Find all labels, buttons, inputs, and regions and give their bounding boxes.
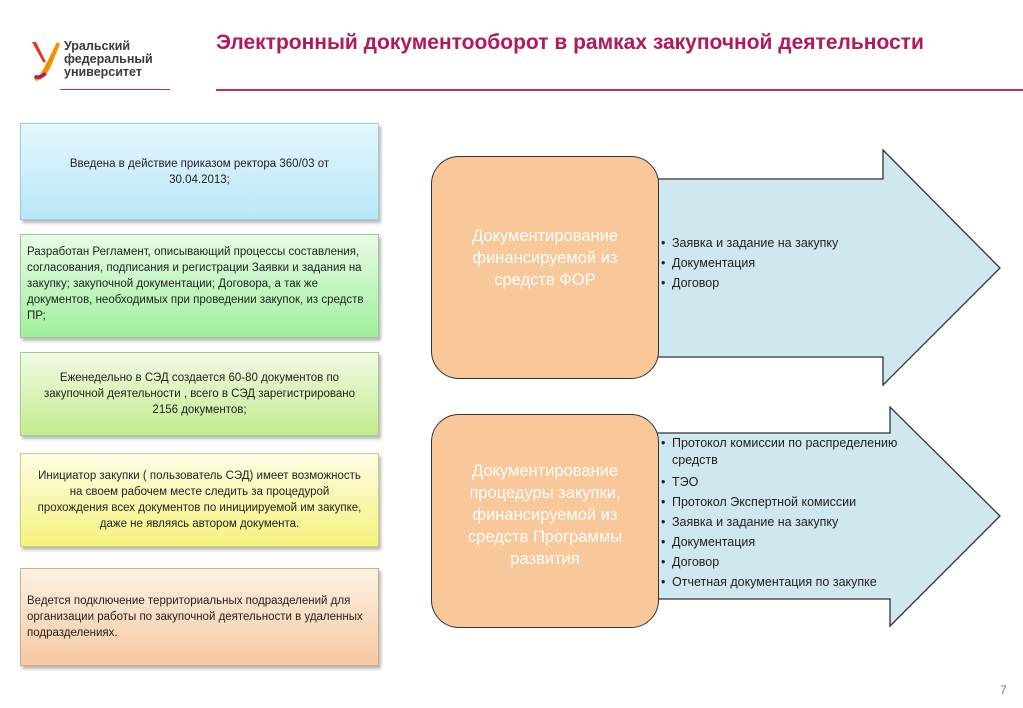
list-item: • Документация bbox=[660, 253, 920, 273]
process-1-list bbox=[660, 233, 920, 293]
process-2-list bbox=[660, 435, 930, 592]
list-item: • ТЭО bbox=[660, 472, 930, 492]
info-box-text: Ведется подключение территориальных подразделений для организации работы по закупочной деятельности в удаленных подразделениях. bbox=[27, 595, 363, 639]
process-box-label: Документирование финансируемой из средств ФОР bbox=[471, 226, 619, 289]
list-item: • Договор bbox=[660, 552, 930, 572]
logo-line-1: Уральский bbox=[64, 39, 131, 53]
info-box-text: Еженедельно в СЭД создается 60-80 документов по закупочной деятельности , всего в СЭД зарегистрировано 2156 документов; bbox=[43, 372, 356, 416]
list-item: • Документация bbox=[660, 532, 930, 552]
list-item: • Договор bbox=[660, 273, 920, 293]
list-item: • Протокол комиссии по распределению средств bbox=[660, 435, 930, 472]
list-item: • Отчетная документация по закупке bbox=[660, 572, 930, 592]
slide-title: Электронный документооборот в рамках закупочной деятельности bbox=[216, 31, 924, 54]
list-item: • Протокол Экспертной комиссии bbox=[660, 492, 930, 512]
page-number: 7 bbox=[1000, 683, 1007, 697]
list-item: • Заявка и задание на закупку bbox=[660, 233, 920, 253]
process-box-development bbox=[431, 414, 659, 628]
info-box-text: Введена в действие приказом ректора 360/03 от 30.04.2013; bbox=[69, 157, 330, 186]
process-box-label: Документирование процедуры закупки, финансируемой из средств Программы развития bbox=[467, 462, 623, 568]
logo-line-3: университет bbox=[64, 65, 142, 79]
info-box-text: Инициатор закупки ( пользователь СЭД) имеет возможность на своем рабочем месте следить за процедурой прохождения всех документов по инициируемой им закупке, даже не являясь автором документа. bbox=[37, 470, 362, 530]
logo-line-2: федеральный bbox=[64, 52, 153, 66]
info-box-text: Разработан Регламент, описывающий процессы составления, согласования, подписания и регистрации Заявки и задания на закупку; закупочной документации; Договора, а так же документов, необходимых при проведении закупок, из средств ПР; bbox=[27, 246, 364, 322]
process-box-for bbox=[431, 156, 659, 379]
list-item: • Заявка и задание на закупку bbox=[660, 512, 930, 532]
